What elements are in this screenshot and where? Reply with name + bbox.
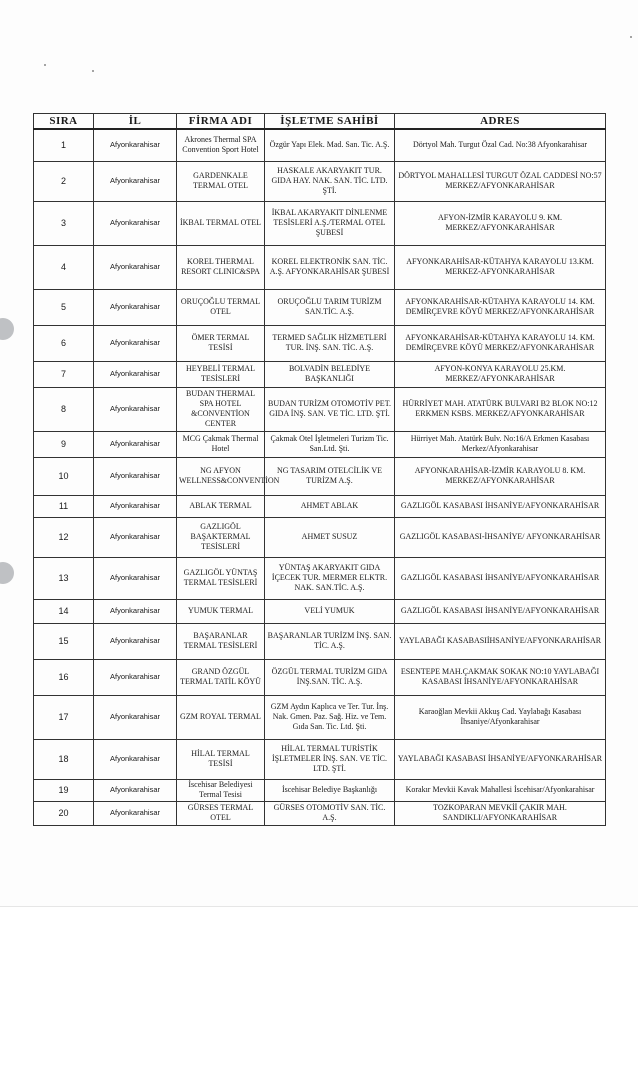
- cell-sahip: HASKALE AKARYAKIT TUR. GIDA HAY. NAK. SAN. TİC. LTD. ŞTİ.: [265, 161, 395, 201]
- cell-sahip: Çakmak Otel İşletmeleri Turizm Tic. San.Ltd. Şti.: [265, 431, 395, 457]
- cell-sahip: AHMET SUSUZ: [265, 517, 395, 557]
- cell-sira: 1: [34, 129, 94, 161]
- cell-adres: YAYLABAĞI KASABASIİHSANİYE/AFYONKARAHİSAR: [395, 623, 606, 659]
- cell-firma: İKBAL TERMAL OTEL: [177, 201, 265, 245]
- cell-firma: İscehisar Belediyesi Termal Tesisi: [177, 779, 265, 801]
- cell-il: Afyonkarahisar: [94, 161, 177, 201]
- cell-sira: 20: [34, 801, 94, 825]
- cell-sahip: YÜNTAŞ AKARYAKIT GIDA İÇECEK TUR. MERMER ELKTR. NAK. SAN.TİC. A.Ş.: [265, 557, 395, 599]
- cell-sira: 18: [34, 739, 94, 779]
- cell-il: Afyonkarahisar: [94, 695, 177, 739]
- cell-adres: AFYONKARAHİSAR-KÜTAHYA KARAYOLU 14. KM. DEMİRÇEVRE KÖYÜ MERKEZ/AFYONKARAHİSAR: [395, 289, 606, 325]
- cell-firma: GAZLIGÖL BAŞAKTERMAL TESİSLERİ: [177, 517, 265, 557]
- table-row: [34, 289, 606, 325]
- cell-sira: 5: [34, 289, 94, 325]
- cell-il: Afyonkarahisar: [94, 659, 177, 695]
- cell-sira: 19: [34, 779, 94, 801]
- cell-sahip: NG TASARIM OTELCİLİK VE TURİZM A.Ş.: [265, 457, 395, 495]
- cell-sira: 6: [34, 325, 94, 361]
- cell-adres: AFYON-İZMİR KARAYOLU 9. KM. MERKEZ/AFYONKARAHİSAR: [395, 201, 606, 245]
- cell-adres: GAZLIGÖL KASABASI İHSANİYE/AFYONKARAHİSAR: [395, 495, 606, 517]
- cell-firma: GAZLIGÖL YÜNTAŞ TERMAL TESİSLERİ: [177, 557, 265, 599]
- cell-il: Afyonkarahisar: [94, 517, 177, 557]
- header-adres: ADRES: [395, 114, 606, 130]
- cell-firma: BAŞARANLAR TERMAL TESİSLERİ: [177, 623, 265, 659]
- cell-firma: HİLAL TERMAL TESİSİ: [177, 739, 265, 779]
- cell-adres: HÜRRİYET MAH. ATATÜRK BULVARI B2 BLOK NO:12 ERKMEN KSBS. MERKEZ/AFYONKARAHİSAR: [395, 387, 606, 431]
- cell-adres: AFYONKARAHİSAR-KÜTAHYA KARAYOLU 14. KM. DEMİRÇEVRE KÖYÜ MERKEZ/AFYONKARAHİSAR: [395, 325, 606, 361]
- table-header-row: [34, 114, 606, 130]
- table-row: [34, 801, 606, 825]
- cell-firma: KOREL THERMAL RESORT CLINIC&SPA: [177, 245, 265, 289]
- table-row: [34, 517, 606, 557]
- thermal-facilities-table: [33, 113, 606, 826]
- cell-firma: BUDAN THERMAL SPA HOTEL &CONVENTİON CENTER: [177, 387, 265, 431]
- cell-sahip: VELİ YUMUK: [265, 599, 395, 623]
- header-firma-adi: FİRMA ADI: [177, 114, 265, 130]
- cell-il: Afyonkarahisar: [94, 801, 177, 825]
- cell-sahip: ORUÇOĞLU TARIM TURİZM SAN.TİC. A.Ş.: [265, 289, 395, 325]
- table-row: [34, 361, 606, 387]
- page-bottom-margin: [0, 906, 638, 1082]
- cell-il: Afyonkarahisar: [94, 431, 177, 457]
- cell-firma: GARDENKALE TERMAL OTEL: [177, 161, 265, 201]
- cell-sahip: BUDAN TURİZM OTOMOTİV PET. GIDA İNŞ. SAN. VE TİC. LTD. ŞTİ.: [265, 387, 395, 431]
- table-row: [34, 245, 606, 289]
- cell-sahip: AHMET ABLAK: [265, 495, 395, 517]
- cell-sira: 9: [34, 431, 94, 457]
- header-il: İL: [94, 114, 177, 130]
- cell-adres: Dörtyol Mah. Turgut Özal Cad. No:38 Afyonkarahisar: [395, 129, 606, 161]
- cell-il: Afyonkarahisar: [94, 361, 177, 387]
- cell-adres: AFYONKARAHİSAR-İZMİR KARAYOLU 8. KM. MERKEZ/AFYONKARAHİSAR: [395, 457, 606, 495]
- cell-firma: ORUÇOĞLU TERMAL OTEL: [177, 289, 265, 325]
- cell-sira: 14: [34, 599, 94, 623]
- cell-adres: DÖRTYOL MAHALLESİ TURGUT ÖZAL CADDESİ NO:57 MERKEZ/AFYONKARAHİSAR: [395, 161, 606, 201]
- table-row: [34, 623, 606, 659]
- cell-adres: Hürriyet Mah. Atatürk Bulv. No:16/A Erkmen Kasabası Merkez/Afyonkarahisar: [395, 431, 606, 457]
- table-row: [34, 557, 606, 599]
- cell-sahip: Özgür Yapı Elek. Mad. San. Tic. A.Ş.: [265, 129, 395, 161]
- cell-il: Afyonkarahisar: [94, 557, 177, 599]
- cell-adres: Karaoğlan Mevkii Akkuş Cad. Yaylabağı Kasabası İhsaniye/Afyonkarahisar: [395, 695, 606, 739]
- cell-adres: YAYLABAĞI KASABASI İHSANİYE/AFYONKARAHİSAR: [395, 739, 606, 779]
- cell-sahip: TERMED SAĞLIK HİZMETLERİ TUR. İNŞ. SAN. TİC. A.Ş.: [265, 325, 395, 361]
- table-row: [34, 431, 606, 457]
- cell-firma: ÖMER TERMAL TESİSİ: [177, 325, 265, 361]
- cell-sira: 2: [34, 161, 94, 201]
- table-row: [34, 325, 606, 361]
- cell-sira: 4: [34, 245, 94, 289]
- table-row: [34, 495, 606, 517]
- cell-sahip: İKBAL AKARYAKIT DİNLENME TESİSLERİ A.Ş./TERMAL OTEL ŞUBESİ: [265, 201, 395, 245]
- table-row: [34, 387, 606, 431]
- cell-sira: 17: [34, 695, 94, 739]
- cell-sahip: GÜRSES OTOMOTİV SAN. TİC. A.Ş.: [265, 801, 395, 825]
- table-row: [34, 161, 606, 201]
- cell-firma: HEYBELİ TERMAL TESİSLERİ: [177, 361, 265, 387]
- cell-firma: GÜRSES TERMAL OTEL: [177, 801, 265, 825]
- table-row: [34, 659, 606, 695]
- scan-speck: [44, 64, 46, 66]
- cell-adres: ESENTEPE MAH.ÇAKMAK SOKAK NO:10 YAYLABAĞI KASABASI İHSANİYE/AFYONKARAHİSAR: [395, 659, 606, 695]
- cell-il: Afyonkarahisar: [94, 387, 177, 431]
- cell-firma: YUMUK TERMAL: [177, 599, 265, 623]
- cell-sahip: ÖZGÜL TERMAL TURİZM GIDA İNŞ.SAN. TİC. A.Ş.: [265, 659, 395, 695]
- cell-sira: 3: [34, 201, 94, 245]
- cell-il: Afyonkarahisar: [94, 599, 177, 623]
- cell-firma: GZM ROYAL TERMAL: [177, 695, 265, 739]
- header-isletme-sahibi: İŞLETME SAHİBİ: [265, 114, 395, 130]
- cell-adres: TOZKOPARAN MEVKİİ ÇAKIR MAH. SANDIKLI/AFYONKARAHİSAR: [395, 801, 606, 825]
- cell-il: Afyonkarahisar: [94, 457, 177, 495]
- table-row: [34, 599, 606, 623]
- cell-il: Afyonkarahisar: [94, 129, 177, 161]
- table-row: [34, 695, 606, 739]
- cell-sira: 15: [34, 623, 94, 659]
- cell-il: Afyonkarahisar: [94, 201, 177, 245]
- cell-sahip: BOLVADİN BELEDİYE BAŞKANLIĞI: [265, 361, 395, 387]
- cell-sira: 12: [34, 517, 94, 557]
- scan-speck: [630, 36, 632, 38]
- cell-adres: GAZLIGÖL KASABASI İHSANİYE/AFYONKARAHİSAR: [395, 557, 606, 599]
- cell-firma: ABLAK TERMAL: [177, 495, 265, 517]
- cell-sahip: KOREL ELEKTRONİK SAN. TİC. A.Ş. AFYONKARAHİSAR ŞUBESİ: [265, 245, 395, 289]
- cell-il: Afyonkarahisar: [94, 739, 177, 779]
- cell-adres: GAZLIGÖL KASABASI İHSANİYE/AFYONKARAHİSAR: [395, 599, 606, 623]
- cell-il: Afyonkarahisar: [94, 623, 177, 659]
- table-row: [34, 129, 606, 161]
- cell-sahip: İscehisar Belediye Başkanlığı: [265, 779, 395, 801]
- cell-sahip: BAŞARANLAR TURİZM İNŞ. SAN. TİC. A.Ş.: [265, 623, 395, 659]
- cell-adres: Korakır Mevkii Kavak Mahallesi İscehisar/Afyonkarahisar: [395, 779, 606, 801]
- cell-il: Afyonkarahisar: [94, 325, 177, 361]
- cell-firma: MCG Çakmak Thermal Hotel: [177, 431, 265, 457]
- cell-sira: 11: [34, 495, 94, 517]
- cell-sira: 13: [34, 557, 94, 599]
- header-sira: SIRA: [34, 114, 94, 130]
- cell-adres: GAZLIGÖL KASABASI-İHSANİYE/ AFYONKARAHİSAR: [395, 517, 606, 557]
- cell-firma: GRAND ÖZGÜL TERMAL TATİL KÖYÜ: [177, 659, 265, 695]
- cell-sira: 7: [34, 361, 94, 387]
- table-row: [34, 739, 606, 779]
- cell-sira: 16: [34, 659, 94, 695]
- cell-sahip: HİLAL TERMAL TURİSTİK İŞLETMELER İNŞ. SAN. VE TİC. LTD. ŞTİ.: [265, 739, 395, 779]
- scan-speck: [92, 70, 94, 72]
- cell-sira: 8: [34, 387, 94, 431]
- cell-il: Afyonkarahisar: [94, 245, 177, 289]
- cell-adres: AFYON-KONYA KARAYOLU 25.KM. MERKEZ/AFYONKARAHİSAR: [395, 361, 606, 387]
- cell-il: Afyonkarahisar: [94, 779, 177, 801]
- cell-sahip: GZM Aydın Kaplıca ve Ter. Tur. İnş. Nak. Gmen. Paz. Sağ. Hiz. ve Tem. Gıda San. Tic. Ltd. Şti.: [265, 695, 395, 739]
- table-row: [34, 457, 606, 495]
- table-row: [34, 201, 606, 245]
- table-row: [34, 779, 606, 801]
- cell-firma: NG AFYON WELLNESS&CONVENTİON: [177, 457, 265, 495]
- cell-il: Afyonkarahisar: [94, 289, 177, 325]
- cell-adres: AFYONKARAHİSAR-KÜTAHYA KARAYOLU 13.KM. MERKEZ-AFYONKARAHİSAR: [395, 245, 606, 289]
- cell-sira: 10: [34, 457, 94, 495]
- cell-il: Afyonkarahisar: [94, 495, 177, 517]
- cell-firma: Akrones Thermal SPA Convention Sport Hotel: [177, 129, 265, 161]
